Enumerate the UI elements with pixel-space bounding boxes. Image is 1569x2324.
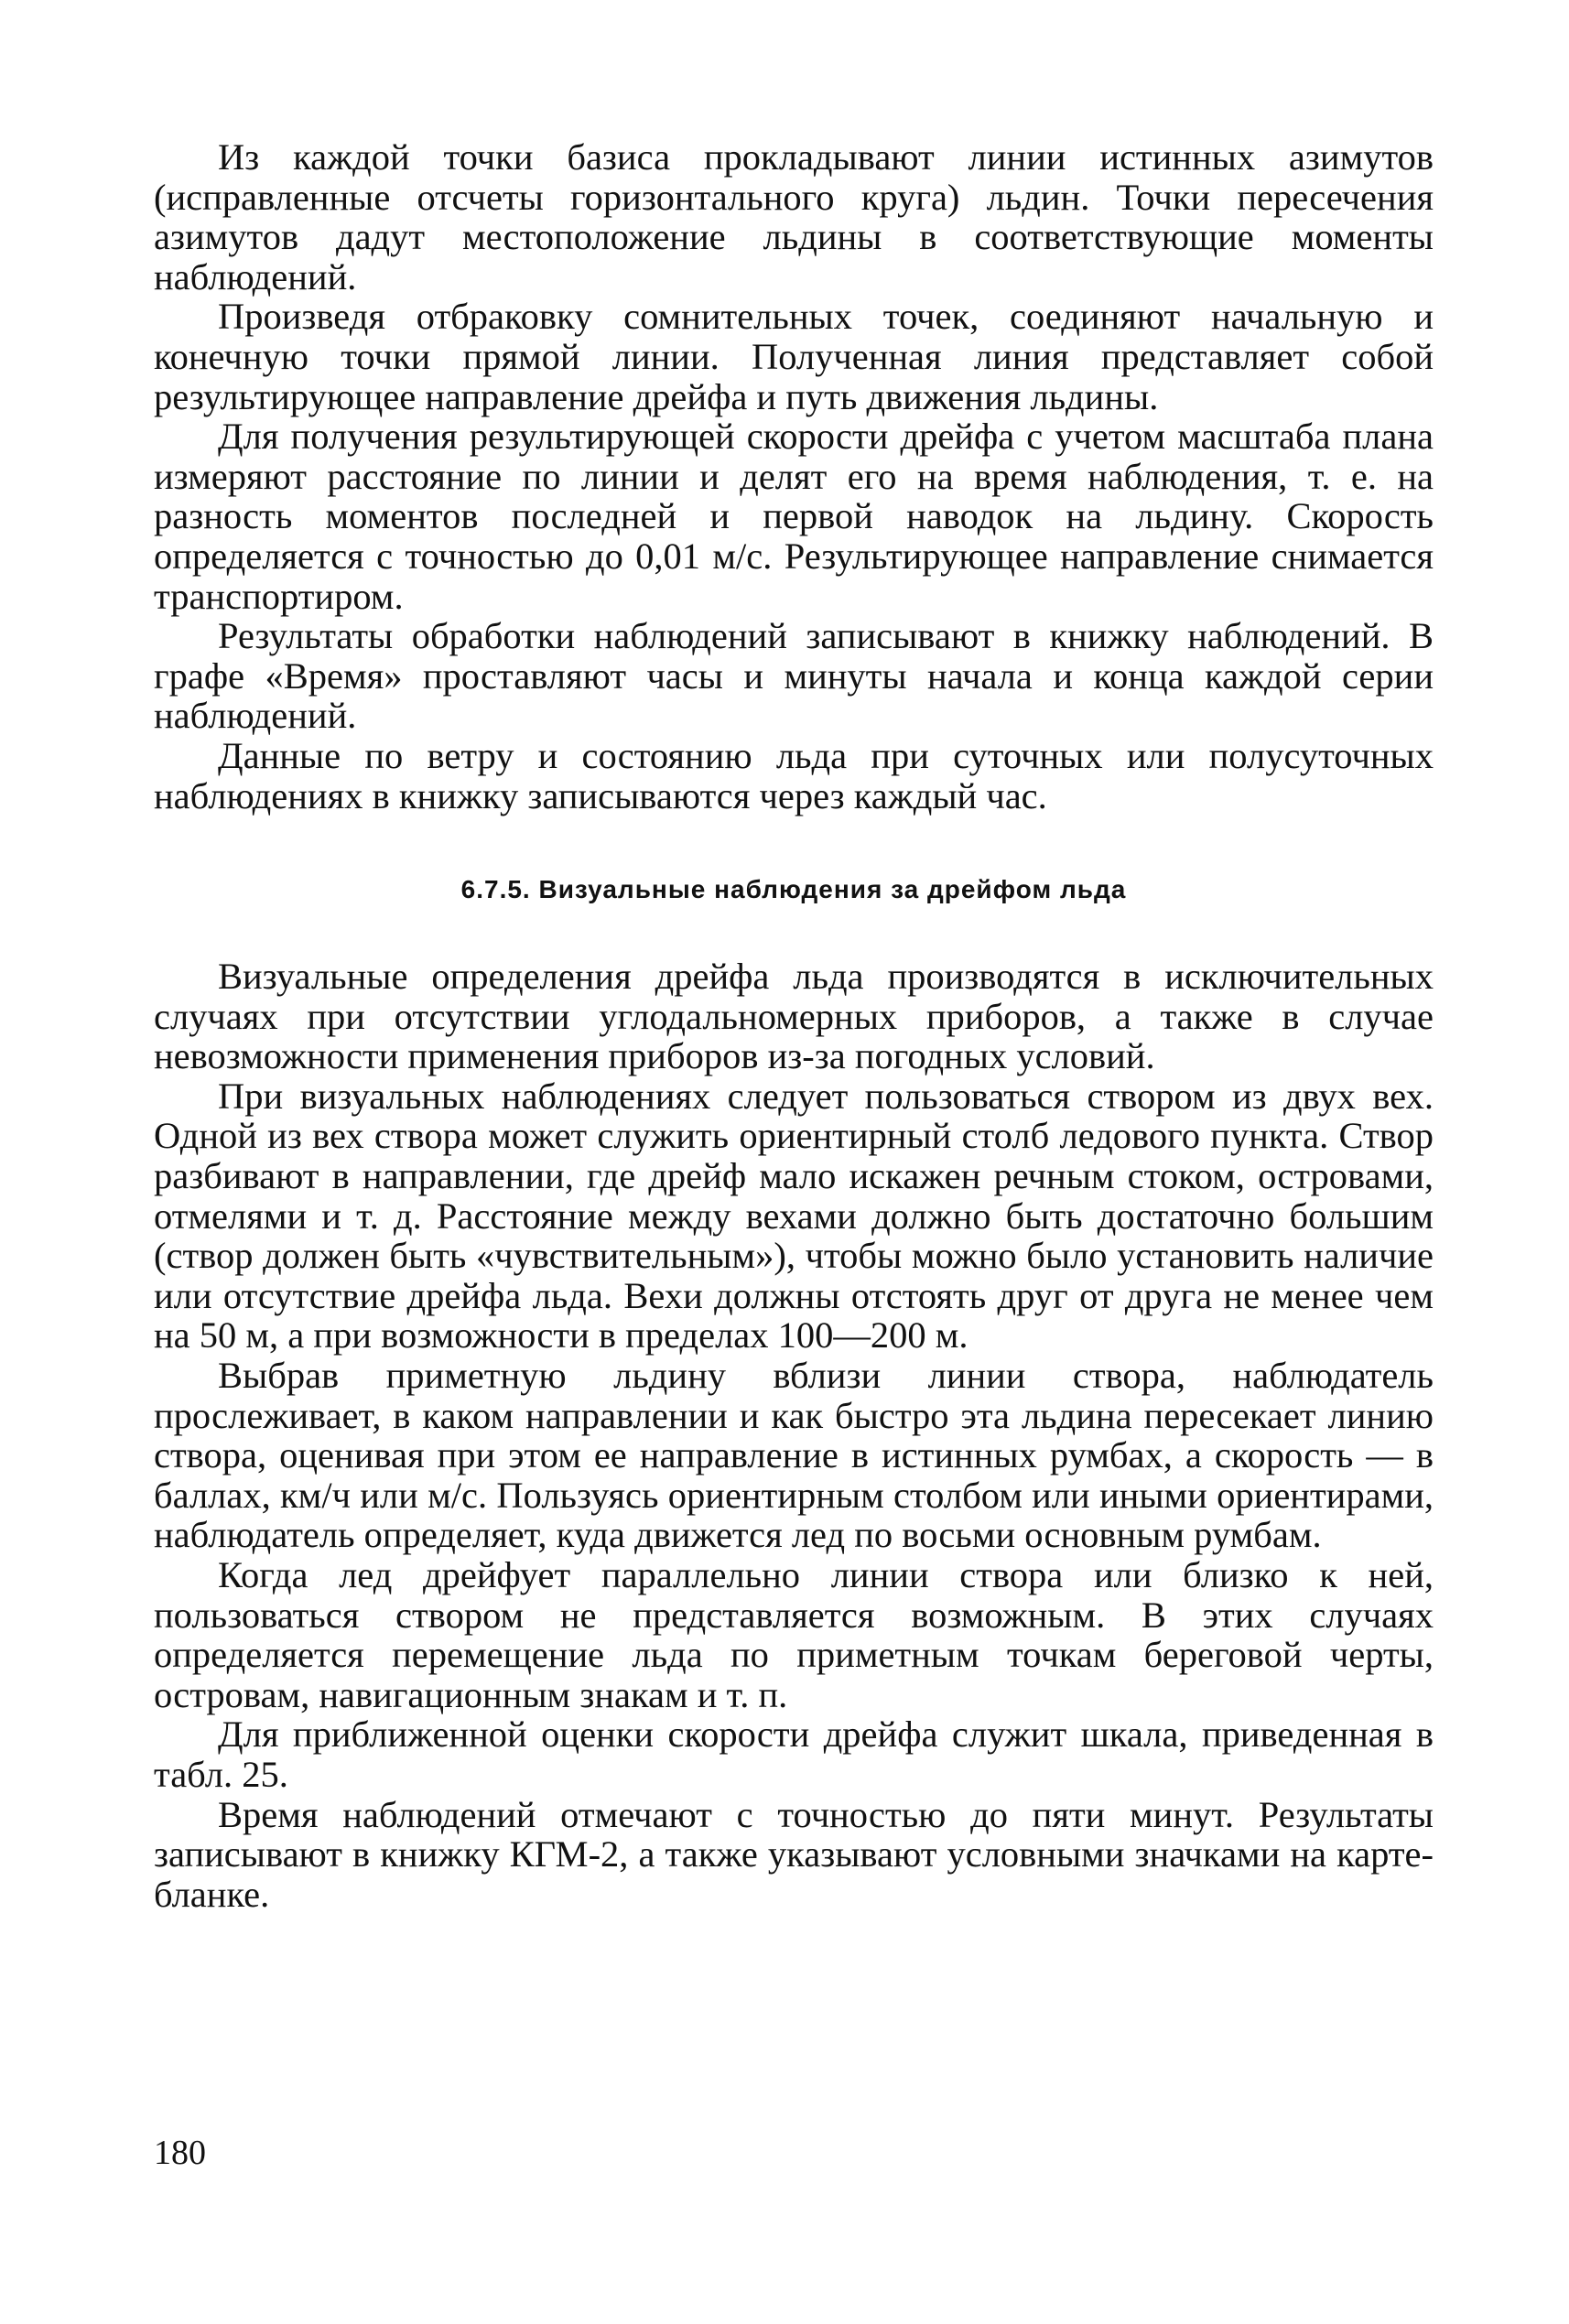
page-body	[154, 137, 1434, 1914]
section-heading: 6.7.5. Визуальные наблюдения за дрейфом льда	[460, 875, 1127, 904]
paragraph-speed-scale: Для приближенной оценки скорости дрейфа служит шкала, приведенная в табл. 25.	[154, 1713, 1434, 1795]
paragraph-alignment-stakes: При визуальных наблюдениях следует пользоваться створом из двух вех. Одной из вех створа может служить ориентирный столб ледового пункта. Створ разбивают в направлении, где дрейф мало искажен речным стоком, островами, отмелями и т. д. Расстояние между вехами должно быть достаточно большим (створ должен быть «чувствительным»), чтобы можно было установить наличие или отсутствие дрейфа льда. Вехи должны отстоять друг от друга не менее чем на 50 м, а при возможности в пределах 100—200 м.	[154, 1075, 1434, 1357]
paragraph-results-record: Результаты обработки наблюдений записывают в книжку наблюдений. В графе «Время» проставляют часы и минуты начала и конца каждой серии наблюдений.	[154, 615, 1434, 737]
page-number: 180	[154, 2134, 206, 2172]
paragraph-drift-direction: Произведя отбраковку сомнительных точек, соединяют начальную и конечную точки прямой линии. Полученная линия представляет собой результирующее направление дрейфа и путь движения льдины.	[154, 296, 1434, 417]
paragraph-ice-floe-tracking: Выбрав приметную льдину вблизи линии створа, наблюдатель прослеживает, в каком направлении и как быстро эта льдина пересекает линию створа, оценивая при этом ее направление в истинных румбах, а скорость — в баллах, км/ч или м/с. Пользуясь ориентирным столбом или иными ориентирами, наблюдатель определяет, куда движется лед по восьми основным румбам.	[154, 1355, 1434, 1556]
paragraph-wind-data: Данные по ветру и состоянию льда при суточных или полусуточных наблюдениях в книжку записываются через каждый час.	[154, 734, 1434, 816]
paragraph-visual-definitions: Визуальные определения дрейфа льда производятся в исключительных случаях при отсутствии углодальномерных приборов, а также в случае невозможности применения приборов из-за погодных условий.	[154, 956, 1434, 1077]
paragraph-azimuth-lines: Из каждой точки базиса прокладывают линии истинных азимутов (исправленные отсчеты горизонтального круга) льдин. Точки пересечения азимутов дадут местоположение льдины в соответствующие моменты наблюдений.	[154, 136, 1434, 297]
paragraph-parallel-drift: Когда лед дрейфует параллельно линии створа или близко к ней, пользоваться створом не представляется возможным. В этих случаях определяется перемещение льда по приметным точкам береговой черты, островам, навигационным знакам и т. п.	[154, 1554, 1434, 1715]
paragraph-drift-speed: Для получения результирующей скорости дрейфа с учетом масштаба плана измеряют расстояние по линии и делят его на время наблюдения, т. е. на разность моментов последней и первой наводок на льдину. Скорость определяется с точностью до 0,01 м/с. Результирующее направление снимается транспортиром.	[154, 416, 1434, 617]
paragraph-observation-time: Время наблюдений отмечают с точностью до пяти минут. Результаты записывают в книжку КГМ-2, а также указывают условными значками на карте-бланке.	[154, 1793, 1434, 1915]
